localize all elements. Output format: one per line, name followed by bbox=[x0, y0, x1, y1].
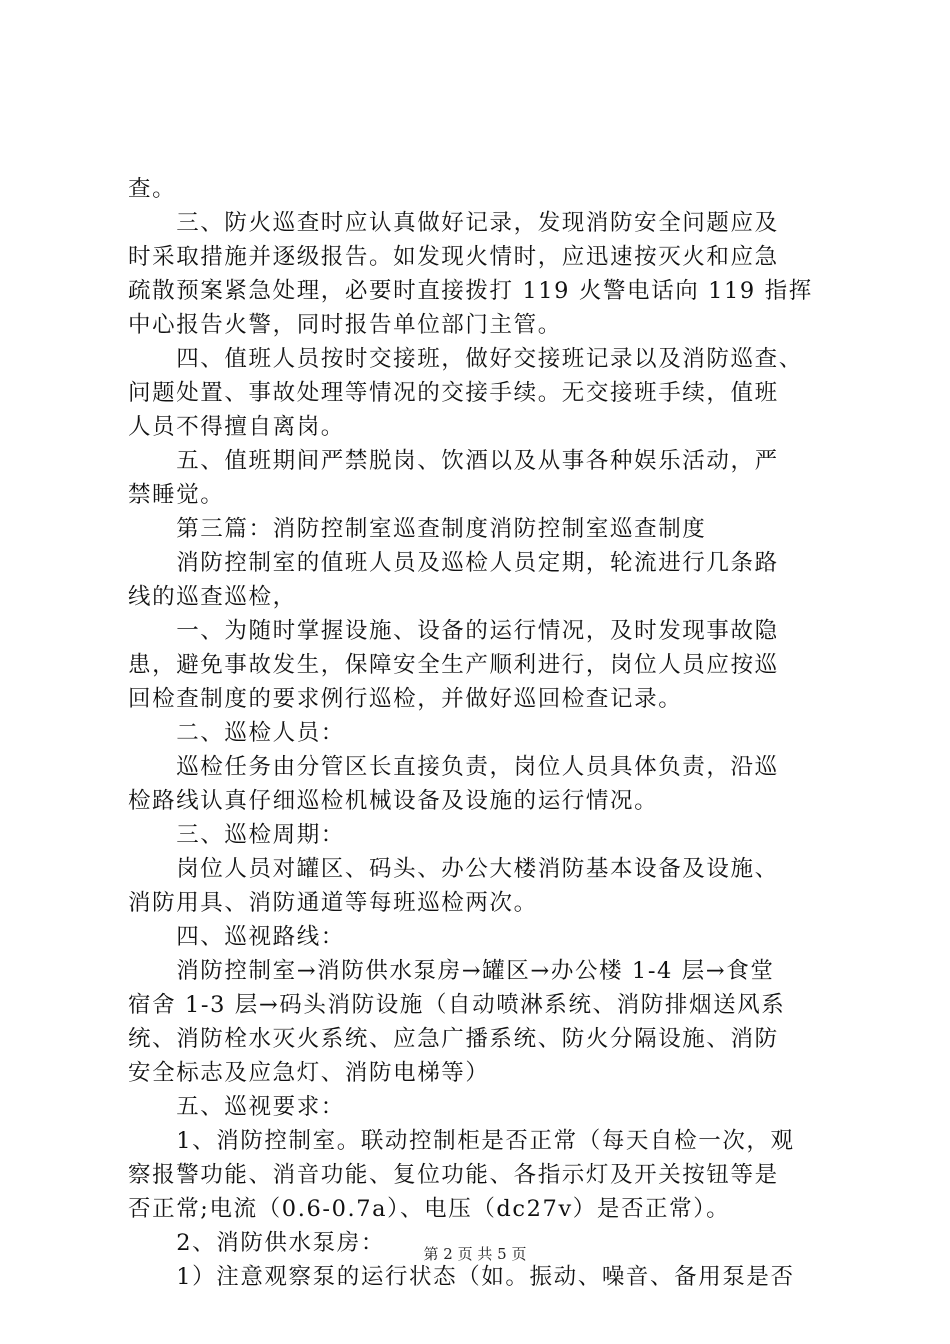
text-line: 线的巡查巡检， bbox=[128, 584, 297, 610]
text-line: 中心报告火警，同时报告单位部门主管。 bbox=[128, 312, 562, 338]
subsection-heading: 二、巡检人员： bbox=[128, 720, 345, 746]
subsection-heading: 四、巡视路线： bbox=[128, 924, 345, 950]
text-line: 患，避免事故发生，保障安全生产顺利进行，岗位人员应按巡 bbox=[128, 652, 779, 678]
text-line: 1、消防控制室。联动控制柜是否正常（每天自检一次，观 bbox=[128, 1128, 795, 1154]
text-line: 巡检任务由分管区长直接负责，岗位人员具体负责，沿巡 bbox=[128, 754, 779, 780]
text-line: 问题处置、事故处理等情况的交接手续。无交接班手续，值班 bbox=[128, 380, 779, 406]
text-line: 消防控制室的值班人员及巡检人员定期，轮流进行几条路 bbox=[128, 550, 779, 576]
text-line: 消防控制室→消防供水泵房→罐区→办公楼 1-4 层→食堂 bbox=[128, 958, 775, 984]
section-heading: 第三篇：消防控制室巡查制度消防控制室巡查制度 bbox=[128, 516, 707, 542]
text-line: 三、防火巡查时应认真做好记录，发现消防安全问题应及 bbox=[128, 210, 779, 236]
subsection-heading: 五、巡视要求： bbox=[128, 1094, 345, 1120]
text-line: 消防用具、消防通道等每班巡检两次。 bbox=[128, 890, 538, 916]
text-line: 疏散预案紧急处理，必要时直接拨打 119 火警电话向 119 指挥 bbox=[128, 278, 813, 304]
text-line: 检路线认真仔细巡检机械设备及设施的运行情况。 bbox=[128, 788, 659, 814]
text-line: 安全标志及应急灯、消防电梯等） bbox=[128, 1060, 490, 1086]
text-line: 四、值班人员按时交接班，做好交接班记录以及消防巡查、 bbox=[128, 346, 803, 372]
text-line: 2、消防供水泵房： bbox=[128, 1230, 385, 1256]
text-line: 禁睡觉。 bbox=[128, 482, 225, 508]
text-line: 宿舍 1-3 层→码头消防设施（自动喷淋系统、消防排烟送风系 bbox=[128, 992, 786, 1018]
document-body bbox=[128, 172, 828, 1294]
text-line: 察报警功能、消音功能、复位功能、各指示灯及开关按钮等是 bbox=[128, 1162, 779, 1188]
text-line: 一、为随时掌握设施、设备的运行情况，及时发现事故隐 bbox=[128, 618, 779, 644]
text-line: 回检查制度的要求例行巡检，并做好巡回检查记录。 bbox=[128, 686, 683, 712]
text-line: 时采取措施并逐级报告。如发现火情时，应迅速按灭火和应急 bbox=[128, 244, 779, 270]
text-line: 五、值班期间严禁脱岗、饮酒以及从事各种娱乐活动，严 bbox=[128, 448, 779, 474]
text-line: 人员不得擅自离岗。 bbox=[128, 414, 345, 440]
text-line: 查。 bbox=[128, 176, 177, 202]
text-line: 岗位人员对罐区、码头、办公大楼消防基本设备及设施、 bbox=[128, 856, 779, 882]
subsection-heading: 三、巡检周期： bbox=[128, 822, 345, 848]
page-number-footer: 第 2 页 共 5 页 bbox=[423, 1245, 527, 1263]
text-line: 1）注意观察泵的运行状态（如。振动、噪音、备用泵是否 bbox=[128, 1264, 795, 1290]
text-line: 否正常;电流（0.6-0.7a）、电压（dc27v）是否正常）。 bbox=[128, 1196, 731, 1222]
text-line: 统、消防栓水灭火系统、应急广播系统、防火分隔设施、消防 bbox=[128, 1026, 779, 1052]
